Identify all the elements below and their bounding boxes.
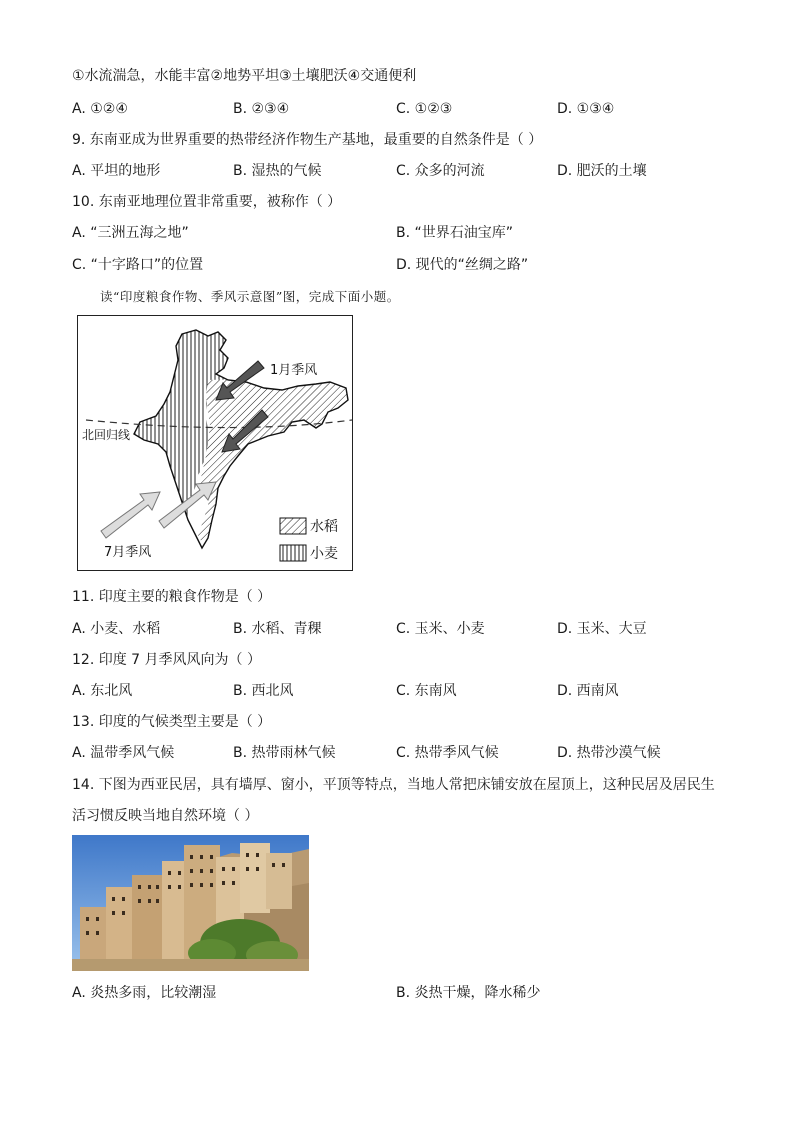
q13-option-b[interactable]: B. 热带雨林气候 — [233, 745, 336, 761]
q14-option-a[interactable]: A. 炎热多雨，比较潮湿 — [72, 985, 217, 1001]
q10-option-b[interactable]: B. “世界石油宝库” — [396, 225, 514, 241]
q14-stem-line1: 14. 下图为西亚民居，具有墙厚、窗小，平顶等特点，当地人常把床铺安放在屋顶上，这种民居及居民生 — [72, 777, 715, 793]
jul-monsoon-label: 7月季风 — [104, 545, 152, 560]
q8-option-d[interactable]: D. ①③④ — [557, 101, 615, 117]
legend-wheat-label: 小麦 — [310, 546, 338, 562]
jul-arrow-1 — [101, 492, 160, 538]
q11-option-a[interactable]: A. 小麦、水稻 — [72, 621, 161, 637]
q11-option-c[interactable]: C. 玉米、小麦 — [396, 621, 485, 637]
q10-option-d[interactable]: D. 现代的“丝绸之路” — [396, 257, 529, 273]
q14-stem-line2: 活习惯反映当地自然环境（ ） — [72, 808, 259, 824]
tropic-label: 北回归线 — [82, 428, 131, 442]
q9-option-a[interactable]: A. 平坦的地形 — [72, 163, 161, 179]
q12-option-b[interactable]: B. 西北风 — [233, 683, 294, 699]
q12-option-c[interactable]: C. 东南风 — [396, 683, 457, 699]
q8-option-b[interactable]: B. ②③④ — [233, 101, 290, 117]
q10-stem: 10. 东南亚地理位置非常重要，被称作（ ） — [72, 194, 342, 210]
q12-option-a[interactable]: A. 东北风 — [72, 683, 133, 699]
india-crops-monsoon-map — [77, 315, 353, 571]
q9-stem: 9. 东南亚成为世界重要的热带经济作物生产基地，最重要的自然条件是（ ） — [72, 132, 543, 148]
q13-option-c[interactable]: C. 热带季风气候 — [396, 745, 499, 761]
q9-option-d[interactable]: D. 肥沃的土壤 — [557, 163, 647, 179]
q11-stem: 11. 印度主要的粮食作物是（ ） — [72, 589, 272, 605]
q8-option-a[interactable]: A. ①②④ — [72, 101, 128, 117]
q13-option-a[interactable]: A. 温带季风气候 — [72, 745, 175, 761]
q8-stem-continued: ①水流湍急，水能丰富②地势平坦③土壤肥沃④交通便利 — [72, 68, 417, 84]
q8-option-c[interactable]: C. ①②③ — [396, 101, 453, 117]
india-map-svg — [78, 316, 352, 570]
legend-rice-label: 水稻 — [310, 519, 338, 535]
jan-monsoon-label: 1月季风 — [270, 363, 318, 378]
q13-stem: 13. 印度的气候类型主要是（ ） — [72, 714, 272, 730]
q12-stem: 12. 印度 7 月季风风向为（ ） — [72, 652, 261, 668]
legend-rice-swatch — [280, 518, 306, 534]
q10-option-a[interactable]: A. “三洲五海之地” — [72, 225, 189, 241]
q9-option-b[interactable]: B. 湿热的气候 — [233, 163, 322, 179]
q13-option-d[interactable]: D. 热带沙漠气候 — [557, 745, 661, 761]
q14-option-b[interactable]: B. 炎热干燥，降水稀少 — [396, 985, 541, 1001]
legend-wheat-swatch — [280, 545, 306, 561]
west-asia-dwelling-photo — [72, 835, 309, 971]
q12-option-d[interactable]: D. 西南风 — [557, 683, 619, 699]
figure-intro-text: 读“印度粮食作物、季风示意图”图，完成下面小题。 — [100, 289, 400, 304]
q11-option-b[interactable]: B. 水稻、青稞 — [233, 621, 322, 637]
q9-option-c[interactable]: C. 众多的河流 — [396, 163, 485, 179]
q10-option-c[interactable]: C. “十字路口”的位置 — [72, 257, 204, 273]
dwelling-photo-svg — [72, 835, 309, 971]
q11-option-d[interactable]: D. 玉米、大豆 — [557, 621, 647, 637]
